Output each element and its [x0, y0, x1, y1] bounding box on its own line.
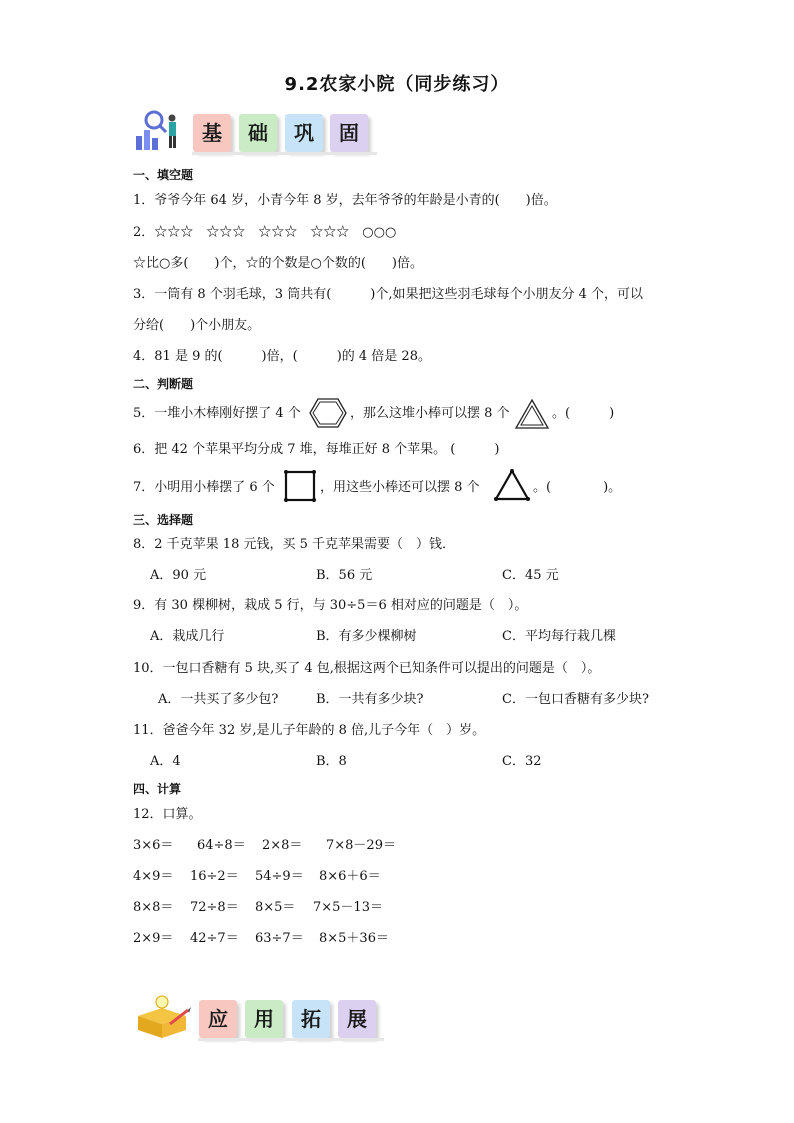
question-10: 10．一包口香糖有 5 块,买了 4 包,根据这两个已知条件可以提出的问题是（ ）。 — [133, 661, 601, 676]
calc-item: 2×8＝ — [262, 838, 303, 853]
question-3-line1: 3．一筒有 8 个羽毛球，3 筒共有( )个,如果把这些羽毛球每个小朋友分 4 个，可以 — [133, 287, 644, 302]
banner1-tile-2: 础 — [239, 114, 277, 152]
calc-item: 7×8－29＝ — [326, 838, 396, 853]
question-9-option-a: A．栽成几行 — [150, 629, 225, 644]
question-4: 4．81 是 9 的( )倍，( )的 4 倍是 28。 — [133, 349, 431, 364]
idea-box-icon — [132, 994, 192, 1040]
calc-item: 72÷8＝ — [190, 900, 239, 915]
calc-item: 16÷2＝ — [190, 869, 239, 884]
section-calculation: 四、计算 — [133, 782, 182, 796]
banner1-tile-1: 基 — [193, 114, 231, 152]
calc-item: 3×6＝ — [133, 838, 174, 853]
calc-item: 54÷9＝ — [255, 869, 304, 884]
question-11-option-a: A．4 — [150, 754, 181, 769]
question-10-option-b: B．一共有多少块? — [316, 692, 424, 707]
triangle-sticks-icon — [494, 469, 530, 501]
question-12: 12．口算。 — [133, 807, 202, 822]
question-11: 11．爸爸今年 32 岁,是儿子年龄的 8 倍,儿子今年（ ）岁。 — [133, 723, 486, 738]
question-8: 8．2 千克苹果 18 元钱，买 5 千克苹果需要（ ）钱． — [133, 537, 456, 552]
page-title: 9.2农家小院（同步练习） — [284, 74, 510, 95]
banner1-underline — [192, 152, 377, 155]
hexagon-icon — [309, 398, 347, 428]
banner2-tile-2: 用 — [245, 1000, 283, 1038]
calc-item: 8×5＝ — [255, 900, 296, 915]
magnifier-chart-icon — [132, 108, 188, 154]
banner-basic-consolidation — [132, 108, 382, 154]
calc-item: 8×6＋6＝ — [319, 869, 381, 884]
question-11-option-c: C．32 — [502, 754, 542, 769]
section-multiple-choice: 三、选择题 — [133, 513, 194, 527]
banner-application-extension — [132, 994, 392, 1040]
question-10-option-c: C．一包口香糖有多少块? — [502, 692, 649, 707]
question-11-option-b: B．8 — [316, 754, 347, 769]
banner1-tile-3: 巩 — [285, 114, 323, 152]
calc-item: 64÷8＝ — [197, 838, 246, 853]
question-8-option-b: B．56 元 — [316, 568, 373, 583]
calc-item: 2×9＝ — [133, 931, 174, 946]
calc-item: 4×9＝ — [133, 869, 174, 884]
calc-item: 63÷7＝ — [255, 931, 304, 946]
question-8-option-c: C．45 元 — [502, 568, 559, 583]
square-sticks-icon — [284, 470, 316, 502]
banner2-tile-3: 拓 — [292, 1000, 330, 1038]
question-1: 1．爷爷今年 64 岁，小青今年 8 岁，去年爷爷的年龄是小青的( )倍。 — [133, 193, 557, 208]
question-5-part3: 。( ) — [552, 406, 615, 421]
banner2-tile-4: 展 — [338, 1000, 376, 1038]
question-9-option-c: C．平均每行栽几棵 — [502, 629, 616, 644]
section-fill-blank: 一、填空题 — [133, 168, 194, 182]
question-5-part1: 5．一堆小木棒刚好摆了 4 个 — [133, 406, 301, 421]
question-10-option-a: A．一共买了多少包? — [158, 692, 279, 707]
question-5-part2: ，那么这堆小棒可以摆 8 个 — [350, 406, 510, 421]
banner2-underline — [198, 1038, 384, 1041]
calc-item: 7×5－13＝ — [313, 900, 383, 915]
question-7-part3: 。( )。 — [533, 480, 622, 495]
question-9-option-b: B．有多少棵柳树 — [316, 629, 417, 644]
question-7-part1: 7．小明用小棒摆了 6 个 — [133, 480, 275, 495]
question-3-line2: 分给( )个小朋友。 — [133, 318, 261, 333]
banner2-tile-1: 应 — [199, 1000, 237, 1038]
question-2-text: ☆比○多( )个，☆的个数是○个数的( )倍。 — [133, 256, 423, 271]
question-9: 9．有 30 棵柳树，栽成 5 行，与 30÷5＝6 相对应的问题是（ ）。 — [133, 598, 528, 613]
question-7-part2: ，用这些小棒还可以摆 8 个 — [320, 480, 480, 495]
calc-item: 8×5＋36＝ — [319, 931, 389, 946]
question-6: 6．把 42 个苹果平均分成 7 堆，每堆正好 8 个苹果。 ( ) — [133, 442, 500, 457]
question-2-symbols: 2．☆☆☆ ☆☆☆ ☆☆☆ ☆☆☆ ○○○ — [133, 225, 397, 240]
calc-item: 8×8＝ — [133, 900, 174, 915]
calc-item: 42÷7＝ — [190, 931, 239, 946]
triangle-outline-icon — [515, 399, 549, 429]
banner1-tile-4: 固 — [330, 114, 368, 152]
section-judgment: 二、判断题 — [133, 377, 194, 391]
question-8-option-a: A．90 元 — [150, 568, 207, 583]
